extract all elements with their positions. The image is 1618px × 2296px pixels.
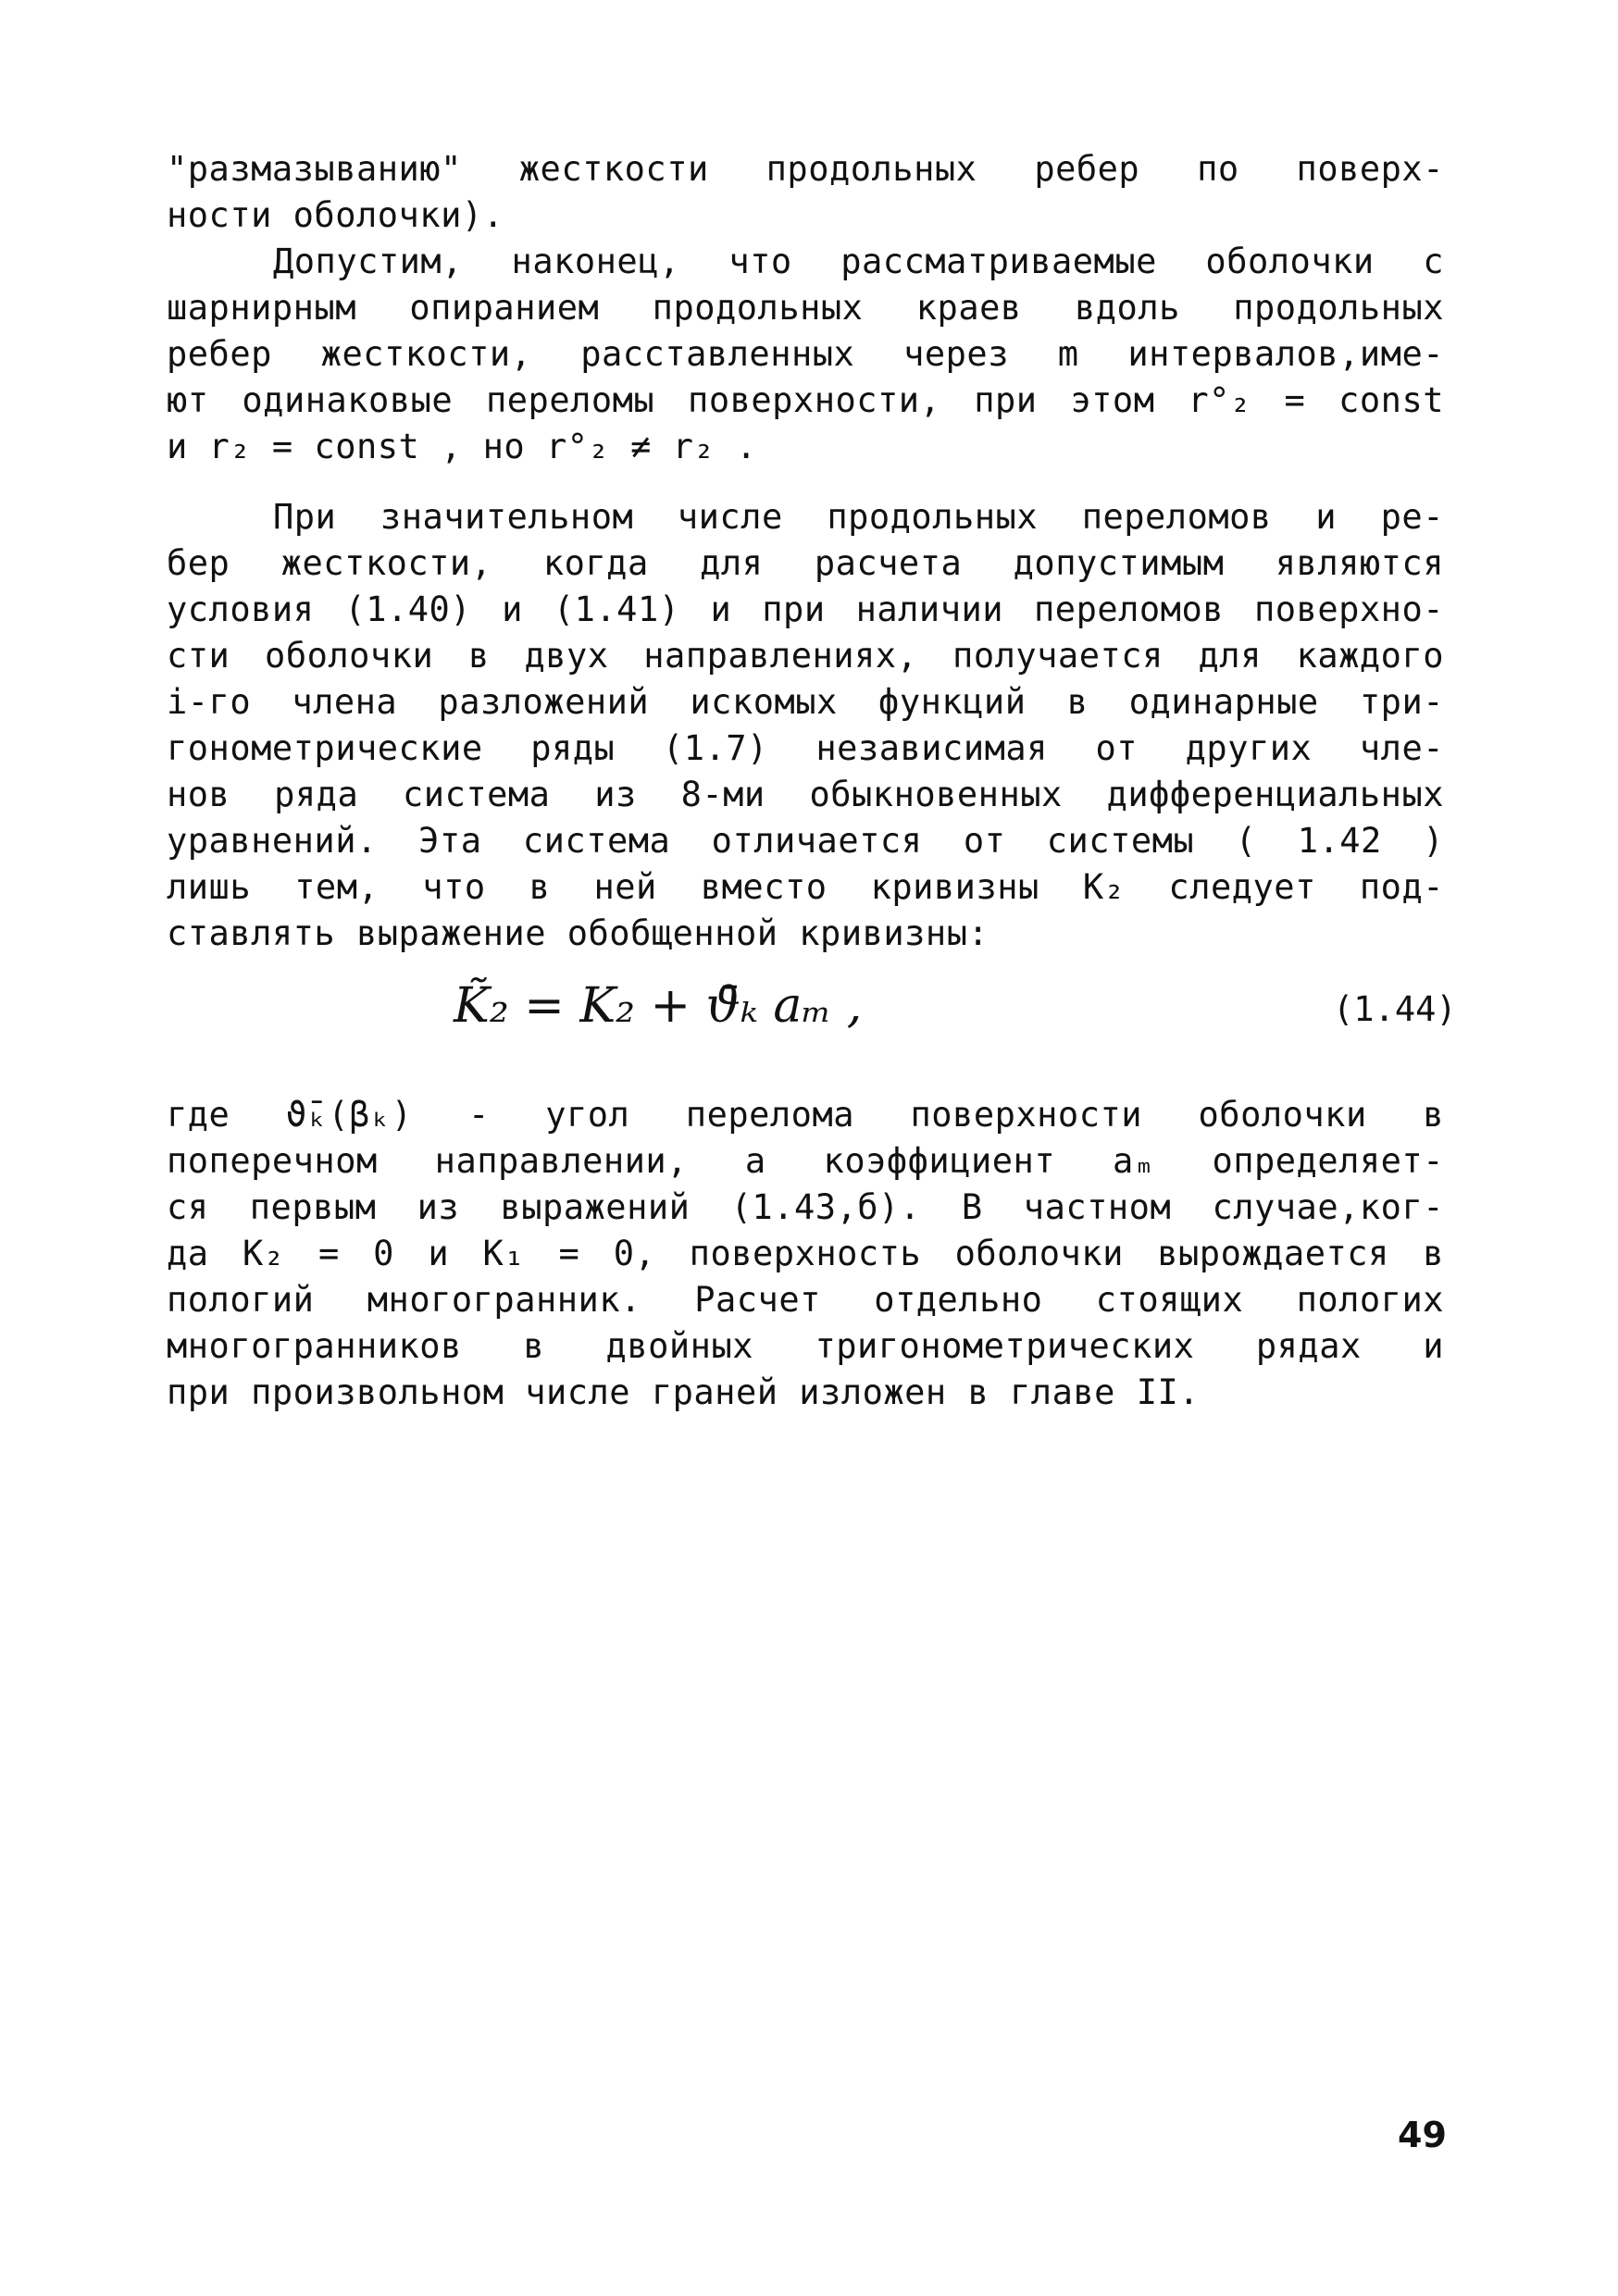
text-line: ребер жесткости, расставленных через m интервалов,име- xyxy=(167,334,1444,374)
text-line: и r₂ = const , но r°₂ ≠ r₂ . xyxy=(167,427,757,466)
text-line: ности оболочки). xyxy=(167,195,504,235)
page-number: 49 xyxy=(1398,2115,1447,2155)
text-line: ся первым из выражений (1.43,б). В частном случае,ког- xyxy=(167,1187,1444,1227)
text-line: бер жесткости, когда для расчета допустимым являются xyxy=(167,543,1444,583)
text-line: i-го члена разложений искомых функций в одинарные три- xyxy=(167,682,1444,722)
text-line: пологий многогранник. Расчет отдельно стоящих пологих xyxy=(167,1280,1444,1320)
text-line: условия (1.40) и (1.41) и при наличии переломов поверхно- xyxy=(167,590,1444,629)
text-line: лишь тем, что в ней вместо кривизны K₂ следует под- xyxy=(167,867,1444,907)
text-line: гонометрические ряды (1.7) независимая от других чле- xyxy=(167,728,1444,768)
equation-1-44: K̃₂ = K₂ + ϑ̄ₖ aₘ , xyxy=(454,978,863,1034)
equation-number: (1.44) xyxy=(1333,989,1457,1029)
text-line: Допустим, наконец, что рассматриваемые оболочки с xyxy=(273,242,1444,281)
text-line: При значительном числе продольных переломов и ре- xyxy=(273,497,1444,537)
text-line: сти оболочки в двух направлениях, получается для каждого xyxy=(167,636,1444,676)
text-line: уравнений. Эта система отличается от системы ( 1.42 ) xyxy=(167,821,1444,861)
text-line: ют одинаковые переломы поверхности, при этом r°₂ = const xyxy=(167,380,1444,420)
text-line: нов ряда система из 8-ми обыкновенных дифференциальных xyxy=(167,775,1444,814)
text-line: многогранников в двойных тригонометрических рядах и xyxy=(167,1326,1444,1366)
text-line: поперечном направлении, а коэффициент aₘ определяет- xyxy=(167,1141,1444,1181)
text-line: шарнирным опиранием продольных краев вдоль продольных xyxy=(167,288,1444,328)
text-line: где ϑ̄ₖ(βₖ) - угол перелома поверхности оболочки в xyxy=(167,1095,1444,1135)
text-line: да K₂ = 0 и K₁ = 0, поверхность оболочки вырождается в xyxy=(167,1234,1444,1273)
text-line: ставлять выражение обобщенной кривизны: xyxy=(167,913,989,953)
text-line: "размазыванию" жесткости продольных ребер по поверх- xyxy=(167,149,1444,189)
text-line: при произвольном числе граней изложен в главе II. xyxy=(167,1372,1201,1412)
